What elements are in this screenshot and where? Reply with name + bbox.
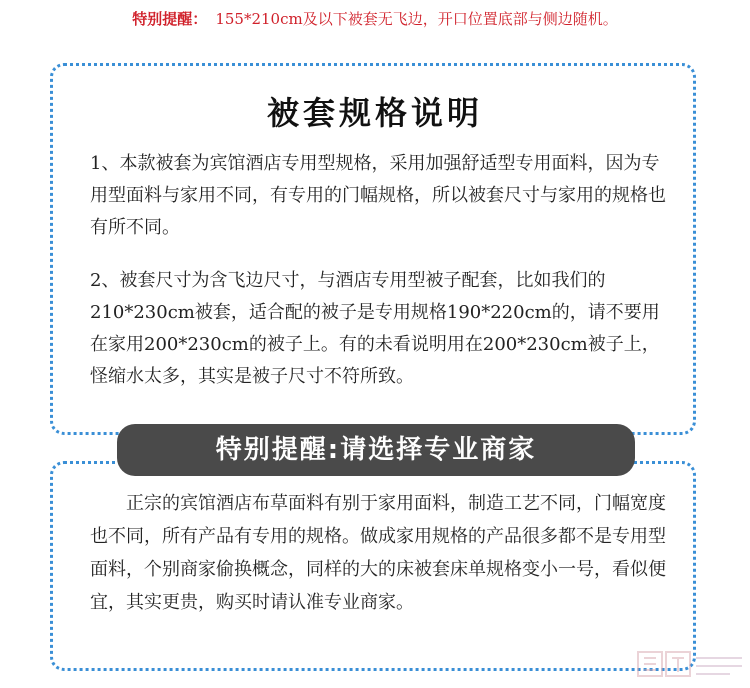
spec-paragraph-1: 1、本款被套为宾馆酒店专用型规格，采用加强舒适型专用面料，因为专用型面料与家用不同，有专用的门幅规格，所以被套尺寸与家用的规格也有所不同。 — [90, 153, 666, 238]
top-notice — [0, 8, 750, 29]
spec-paragraph-2: 2、被套尺寸为含飞边尺寸，与酒店专用型被子配套，比如我们的210*230cm被套，适合配的被子是专用规格190*220cm的，请不要用在家用200*230cm的被子上。有的未看说明用在200*230cm被子上，怪缩水太多，其实是被子尺寸不符所致。 — [90, 270, 660, 387]
brand-watermark-icon — [636, 644, 746, 684]
spec-title: 被套规格说明 — [266, 94, 483, 132]
reminder-paragraph: 正宗的宾馆酒店布草面料有别于家用面料，制造工艺不同，门幅宽度也不同，所有产品有专用的规格。做成家用规格的产品很多都不是专用型面料，个别商家偷换概念，同样的大的床被套床单规格变小一号，看似便宜，其实更贵，购买时请认准专业商家。 — [90, 493, 666, 613]
notice-text: 155*210cm及以下被套无飞边，开口位置底部与侧边随机。 — [215, 10, 618, 28]
reminder-banner: 特别提醒:请选择专业商家 — [117, 424, 635, 476]
notice-label: 特别提醒： — [132, 10, 208, 28]
